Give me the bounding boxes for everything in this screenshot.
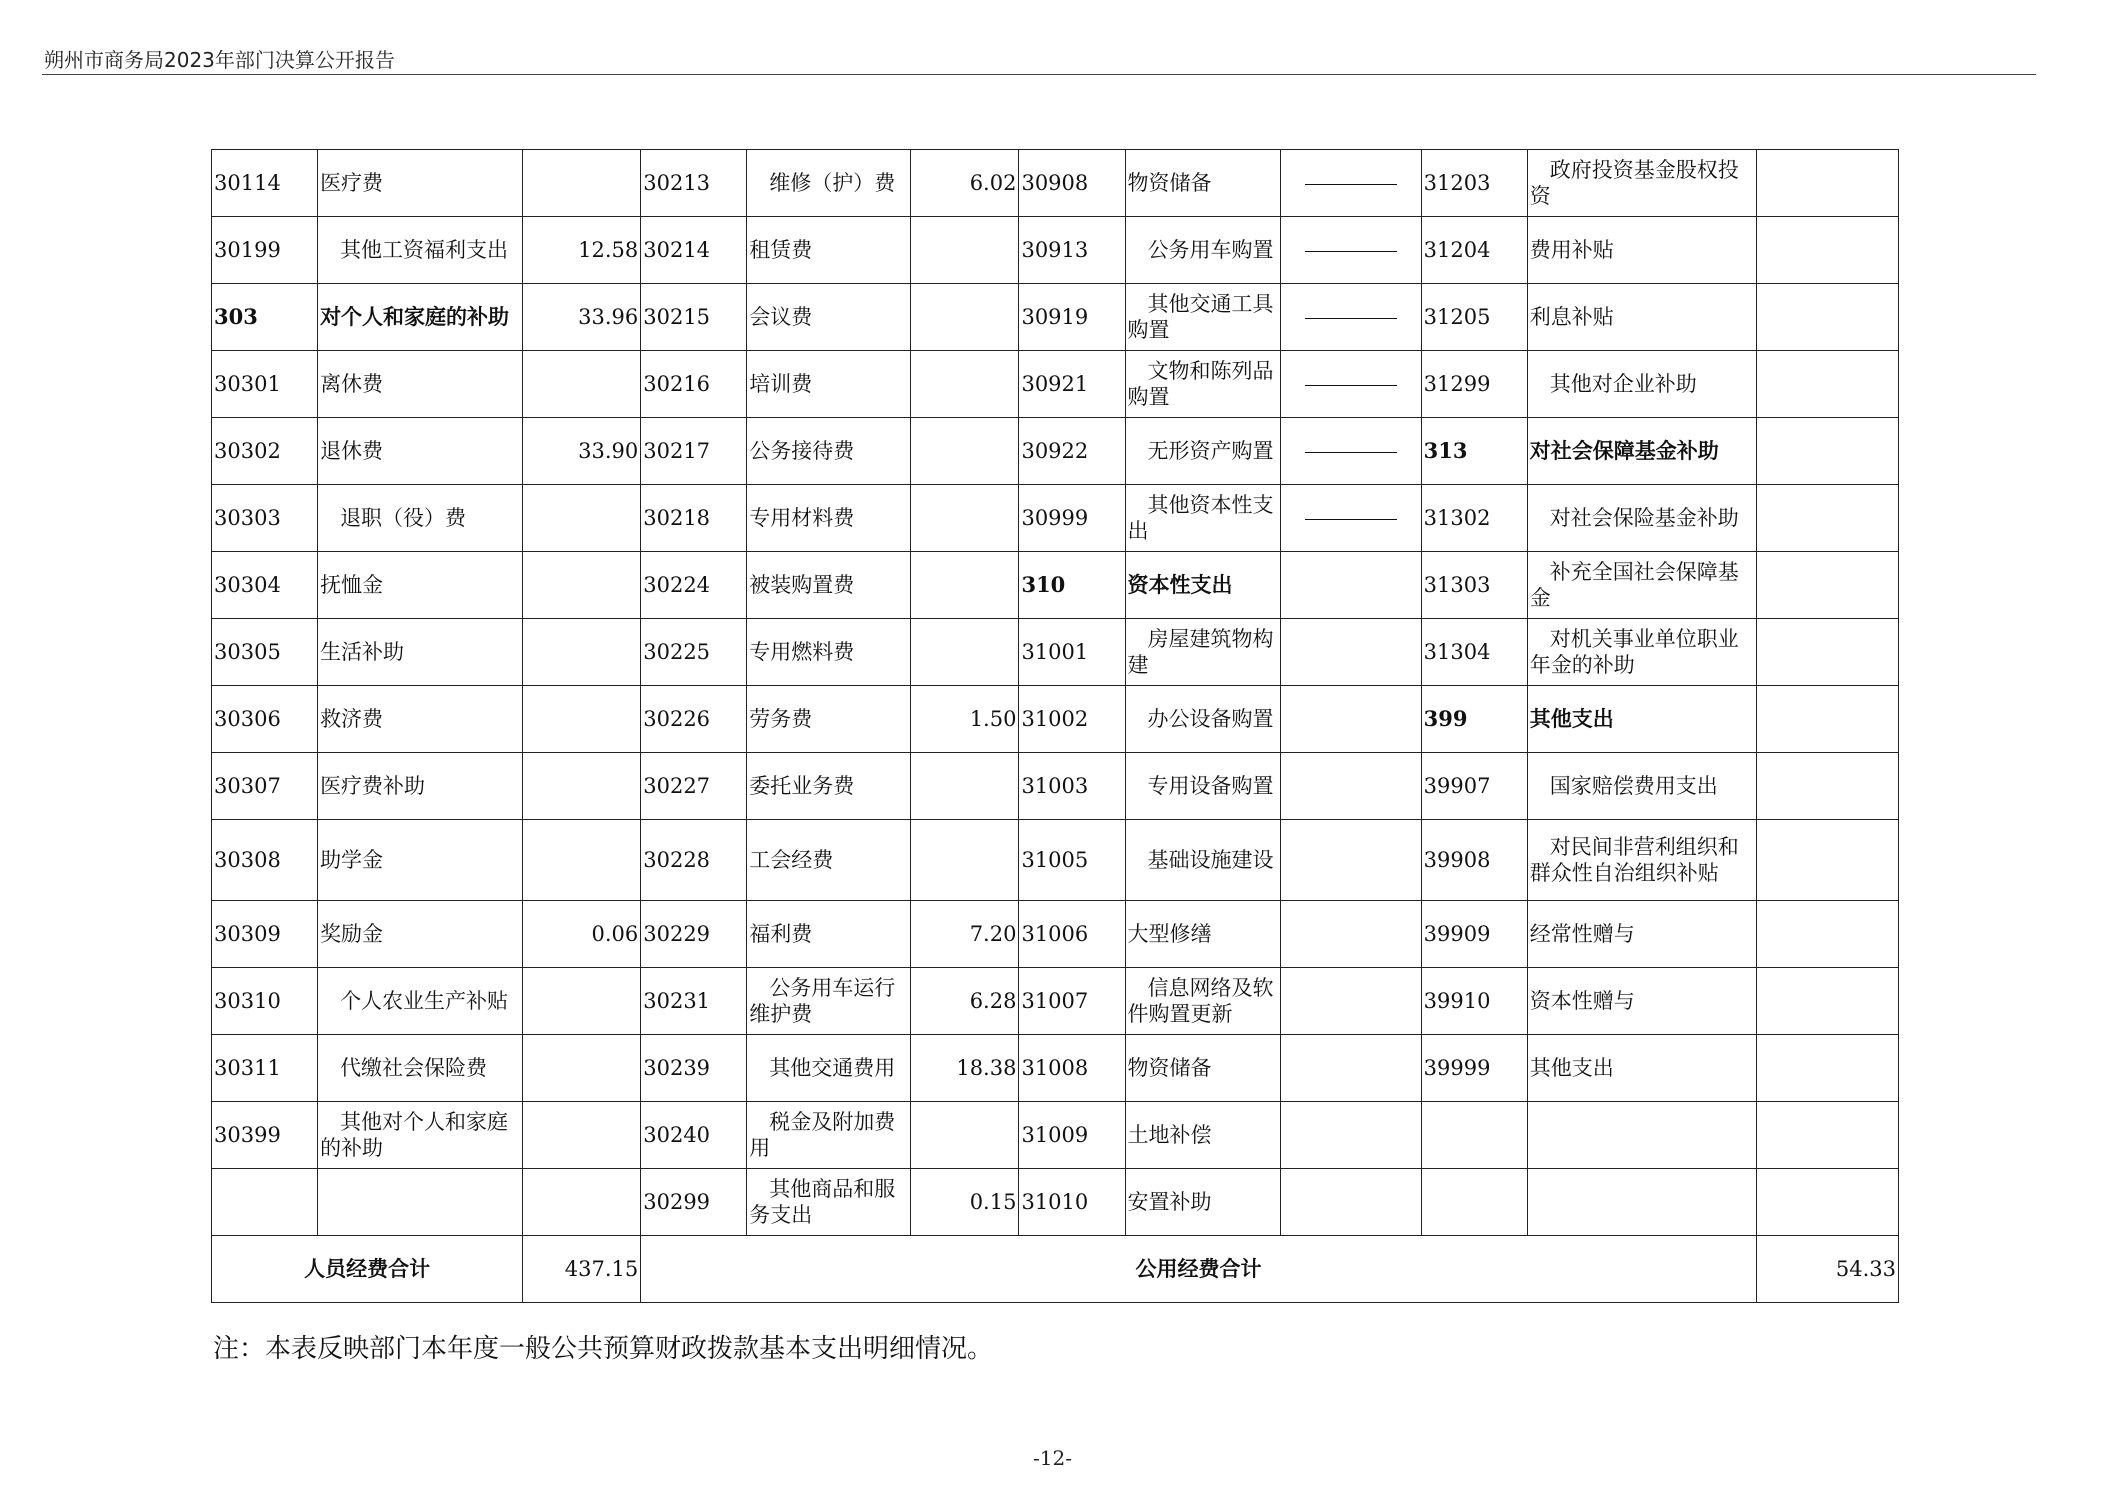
public-total-value: 54.33 xyxy=(1756,1236,1898,1303)
item-name-cell: 生活补助 xyxy=(318,619,523,686)
amount-cell xyxy=(911,619,1019,686)
amount-cell xyxy=(523,552,641,619)
amount-cell xyxy=(911,284,1019,351)
item-code-cell: 30922 xyxy=(1019,418,1125,485)
item-code-cell: 30229 xyxy=(641,901,747,968)
item-name-cell: 其他支出 xyxy=(1527,1035,1756,1102)
item-name-cell: 公务接待费 xyxy=(747,418,911,485)
amount-cell xyxy=(523,820,641,901)
item-name-cell: 资本性赠与 xyxy=(1527,968,1756,1035)
amount-cell xyxy=(523,686,641,753)
item-name-cell: 经常性赠与 xyxy=(1527,901,1756,968)
item-name-cell: 福利费 xyxy=(747,901,911,968)
table-row xyxy=(212,485,1899,552)
item-code-cell: 30919 xyxy=(1019,284,1125,351)
amount-cell xyxy=(911,753,1019,820)
budget-expenditure-table xyxy=(211,149,1899,1303)
amount-cell xyxy=(523,1169,641,1236)
item-code-cell xyxy=(212,1169,318,1236)
item-name-cell: 补充全国社会保障基金 xyxy=(1527,552,1756,619)
amount-cell xyxy=(911,552,1019,619)
item-code-cell: 30216 xyxy=(641,351,747,418)
item-code-cell: 31205 xyxy=(1421,284,1527,351)
item-code-cell: 31009 xyxy=(1019,1102,1125,1169)
item-code-cell: 30224 xyxy=(641,552,747,619)
amount-cell xyxy=(1756,901,1898,968)
item-name-cell: 信息网络及软件购置更新 xyxy=(1125,968,1280,1035)
item-code-cell: 39907 xyxy=(1421,753,1527,820)
amount-cell xyxy=(1756,753,1898,820)
item-code-cell xyxy=(1421,1102,1527,1169)
amount-cell xyxy=(1280,968,1421,1035)
item-name-cell: 其他支出 xyxy=(1527,686,1756,753)
item-name-cell: 对机关事业单位职业年金的补助 xyxy=(1527,619,1756,686)
dash-line xyxy=(1305,318,1397,319)
dash-line xyxy=(1305,251,1397,252)
page-number: -12- xyxy=(1033,1446,1072,1470)
item-name-cell: 无形资产购置 xyxy=(1125,418,1280,485)
item-name-cell: 税金及附加费用 xyxy=(747,1102,911,1169)
item-code-cell: 39999 xyxy=(1421,1035,1527,1102)
item-code-cell: 30225 xyxy=(641,619,747,686)
amount-cell xyxy=(1756,351,1898,418)
item-code-cell: 31204 xyxy=(1421,217,1527,284)
header-divider xyxy=(42,74,2036,75)
amount-cell xyxy=(1280,552,1421,619)
personnel-total-label: 人员经费合计 xyxy=(212,1236,523,1303)
item-name-cell: 办公设备购置 xyxy=(1125,686,1280,753)
item-name-cell: 费用补贴 xyxy=(1527,217,1756,284)
item-code-cell: 30228 xyxy=(641,820,747,901)
amount-cell xyxy=(1756,284,1898,351)
not-applicable-cell xyxy=(1280,485,1421,552)
item-code-cell: 30908 xyxy=(1019,150,1125,217)
amount-cell xyxy=(523,1102,641,1169)
item-code-cell: 399 xyxy=(1421,686,1527,753)
item-name-cell: 退休费 xyxy=(318,418,523,485)
item-code-cell: 30213 xyxy=(641,150,747,217)
report-header-title: 朔州市商务局2023年部门决算公开报告 xyxy=(44,48,395,72)
item-code-cell: 30240 xyxy=(641,1102,747,1169)
item-name-cell: 其他工资福利支出 xyxy=(318,217,523,284)
table-row xyxy=(212,820,1899,901)
amount-cell xyxy=(1756,552,1898,619)
item-name-cell: 对社会保障基金补助 xyxy=(1527,418,1756,485)
item-code-cell: 30921 xyxy=(1019,351,1125,418)
item-code-cell: 30913 xyxy=(1019,217,1125,284)
item-name-cell: 租赁费 xyxy=(747,217,911,284)
item-name-cell: 其他商品和服务支出 xyxy=(747,1169,911,1236)
amount-cell xyxy=(523,619,641,686)
amount-cell xyxy=(911,1102,1019,1169)
item-code-cell: 31303 xyxy=(1421,552,1527,619)
amount-cell: 7.20 xyxy=(911,901,1019,968)
item-name-cell: 安置补助 xyxy=(1125,1169,1280,1236)
item-code-cell: 30226 xyxy=(641,686,747,753)
amount-cell xyxy=(523,753,641,820)
item-name-cell: 物资储备 xyxy=(1125,150,1280,217)
item-name-cell: 其他交通工具购置 xyxy=(1125,284,1280,351)
item-code-cell: 30999 xyxy=(1019,485,1125,552)
item-name-cell: 专用设备购置 xyxy=(1125,753,1280,820)
table-row xyxy=(212,552,1899,619)
amount-cell xyxy=(523,485,641,552)
item-name-cell: 离休费 xyxy=(318,351,523,418)
amount-cell: 33.96 xyxy=(523,284,641,351)
item-code-cell: 30302 xyxy=(212,418,318,485)
amount-cell xyxy=(1756,820,1898,901)
amount-cell xyxy=(1280,1035,1421,1102)
amount-cell: 6.28 xyxy=(911,968,1019,1035)
item-code-cell: 30215 xyxy=(641,284,747,351)
item-code-cell: 31299 xyxy=(1421,351,1527,418)
not-applicable-cell xyxy=(1280,150,1421,217)
item-name-cell: 文物和陈列品购置 xyxy=(1125,351,1280,418)
item-code-cell: 30227 xyxy=(641,753,747,820)
item-code-cell: 30307 xyxy=(212,753,318,820)
item-code-cell: 313 xyxy=(1421,418,1527,485)
amount-cell xyxy=(911,485,1019,552)
item-name-cell: 个人农业生产补贴 xyxy=(318,968,523,1035)
item-code-cell xyxy=(1421,1169,1527,1236)
amount-cell xyxy=(1756,1102,1898,1169)
item-name-cell: 国家赔偿费用支出 xyxy=(1527,753,1756,820)
item-code-cell: 31006 xyxy=(1019,901,1125,968)
amount-cell xyxy=(911,217,1019,284)
amount-cell xyxy=(911,418,1019,485)
item-name-cell: 其他对企业补助 xyxy=(1527,351,1756,418)
item-name-cell: 救济费 xyxy=(318,686,523,753)
table-row xyxy=(212,968,1899,1035)
item-code-cell: 30303 xyxy=(212,485,318,552)
item-name-cell xyxy=(1527,1102,1756,1169)
amount-cell xyxy=(1280,1169,1421,1236)
totals-row xyxy=(212,1236,1899,1303)
amount-cell xyxy=(1756,1035,1898,1102)
item-name-cell: 资本性支出 xyxy=(1125,552,1280,619)
table-note: 注：本表反映部门本年度一般公共预算财政拨款基本支出明细情况。 xyxy=(213,1334,994,1364)
table-row xyxy=(212,217,1899,284)
item-code-cell: 39908 xyxy=(1421,820,1527,901)
item-name-cell: 利息补贴 xyxy=(1527,284,1756,351)
item-code-cell: 30218 xyxy=(641,485,747,552)
amount-cell: 1.50 xyxy=(911,686,1019,753)
table-row xyxy=(212,1102,1899,1169)
item-name-cell: 物资储备 xyxy=(1125,1035,1280,1102)
item-code-cell: 30304 xyxy=(212,552,318,619)
item-name-cell: 退职（役）费 xyxy=(318,485,523,552)
item-name-cell: 房屋建筑物构建 xyxy=(1125,619,1280,686)
item-name-cell: 对个人和家庭的补助 xyxy=(318,284,523,351)
item-code-cell: 30231 xyxy=(641,968,747,1035)
item-code-cell: 30308 xyxy=(212,820,318,901)
amount-cell xyxy=(1756,150,1898,217)
item-code-cell: 30311 xyxy=(212,1035,318,1102)
amount-cell xyxy=(911,820,1019,901)
dash-line xyxy=(1305,519,1397,520)
item-code-cell: 30199 xyxy=(212,217,318,284)
amount-cell xyxy=(523,351,641,418)
item-name-cell: 抚恤金 xyxy=(318,552,523,619)
item-name-cell: 医疗费 xyxy=(318,150,523,217)
amount-cell xyxy=(523,1035,641,1102)
table-row xyxy=(212,901,1899,968)
item-name-cell: 公务用车购置 xyxy=(1125,217,1280,284)
item-name-cell: 专用燃料费 xyxy=(747,619,911,686)
item-code-cell: 30217 xyxy=(641,418,747,485)
item-name-cell: 助学金 xyxy=(318,820,523,901)
table-row xyxy=(212,284,1899,351)
amount-cell: 6.02 xyxy=(911,150,1019,217)
item-name-cell: 培训费 xyxy=(747,351,911,418)
item-code-cell: 31007 xyxy=(1019,968,1125,1035)
item-code-cell: 30310 xyxy=(212,968,318,1035)
amount-cell xyxy=(1756,968,1898,1035)
item-name-cell: 基础设施建设 xyxy=(1125,820,1280,901)
amount-cell xyxy=(523,968,641,1035)
item-name-cell: 其他对个人和家庭的补助 xyxy=(318,1102,523,1169)
item-name-cell: 被装购置费 xyxy=(747,552,911,619)
item-name-cell xyxy=(1527,1169,1756,1236)
amount-cell xyxy=(911,351,1019,418)
item-name-cell: 劳务费 xyxy=(747,686,911,753)
item-code-cell: 310 xyxy=(1019,552,1125,619)
table-row xyxy=(212,418,1899,485)
item-code-cell: 30306 xyxy=(212,686,318,753)
item-name-cell: 大型修缮 xyxy=(1125,901,1280,968)
item-code-cell: 31010 xyxy=(1019,1169,1125,1236)
item-code-cell: 31005 xyxy=(1019,820,1125,901)
item-name-cell: 其他资本性支出 xyxy=(1125,485,1280,552)
item-code-cell: 303 xyxy=(212,284,318,351)
item-code-cell: 30239 xyxy=(641,1035,747,1102)
item-name-cell: 奖励金 xyxy=(318,901,523,968)
item-name-cell: 对社会保险基金补助 xyxy=(1527,485,1756,552)
amount-cell: 0.15 xyxy=(911,1169,1019,1236)
amount-cell xyxy=(1280,1102,1421,1169)
amount-cell xyxy=(1756,217,1898,284)
public-total-label: 公用经费合计 xyxy=(641,1236,1757,1303)
item-code-cell: 31001 xyxy=(1019,619,1125,686)
amount-cell: 12.58 xyxy=(523,217,641,284)
item-name-cell: 委托业务费 xyxy=(747,753,911,820)
dash-line xyxy=(1305,184,1397,185)
amount-cell xyxy=(1756,1169,1898,1236)
item-code-cell: 31203 xyxy=(1421,150,1527,217)
item-code-cell: 30305 xyxy=(212,619,318,686)
amount-cell: 0.06 xyxy=(523,901,641,968)
item-code-cell: 31003 xyxy=(1019,753,1125,820)
item-name-cell: 公务用车运行维护费 xyxy=(747,968,911,1035)
amount-cell xyxy=(1280,686,1421,753)
item-name-cell: 工会经费 xyxy=(747,820,911,901)
item-code-cell: 31002 xyxy=(1019,686,1125,753)
table-row xyxy=(212,619,1899,686)
amount-cell xyxy=(523,150,641,217)
amount-cell: 33.90 xyxy=(523,418,641,485)
item-code-cell: 31302 xyxy=(1421,485,1527,552)
amount-cell xyxy=(1280,619,1421,686)
item-code-cell: 39909 xyxy=(1421,901,1527,968)
dash-line xyxy=(1305,452,1397,453)
amount-cell xyxy=(1280,901,1421,968)
item-code-cell: 31304 xyxy=(1421,619,1527,686)
item-name-cell: 对民间非营利组织和群众性自治组织补贴 xyxy=(1527,820,1756,901)
amount-cell xyxy=(1280,753,1421,820)
item-name-cell: 专用材料费 xyxy=(747,485,911,552)
personnel-total-value: 437.15 xyxy=(523,1236,641,1303)
not-applicable-cell xyxy=(1280,217,1421,284)
table-row xyxy=(212,686,1899,753)
not-applicable-cell xyxy=(1280,418,1421,485)
table-row xyxy=(212,150,1899,217)
amount-cell xyxy=(1280,820,1421,901)
item-code-cell: 30299 xyxy=(641,1169,747,1236)
table-row xyxy=(212,351,1899,418)
amount-cell xyxy=(1756,418,1898,485)
dash-line xyxy=(1305,385,1397,386)
item-name-cell: 代缴社会保险费 xyxy=(318,1035,523,1102)
item-code-cell: 31008 xyxy=(1019,1035,1125,1102)
item-name-cell xyxy=(318,1169,523,1236)
amount-cell: 18.38 xyxy=(911,1035,1019,1102)
table-row xyxy=(212,1169,1899,1236)
item-name-cell: 其他交通费用 xyxy=(747,1035,911,1102)
item-name-cell: 土地补偿 xyxy=(1125,1102,1280,1169)
item-name-cell: 会议费 xyxy=(747,284,911,351)
not-applicable-cell xyxy=(1280,351,1421,418)
item-name-cell: 医疗费补助 xyxy=(318,753,523,820)
item-name-cell: 政府投资基金股权投资 xyxy=(1527,150,1756,217)
item-code-cell: 30214 xyxy=(641,217,747,284)
table-row xyxy=(212,1035,1899,1102)
amount-cell xyxy=(1756,485,1898,552)
table-row xyxy=(212,753,1899,820)
item-code-cell: 30114 xyxy=(212,150,318,217)
table-body xyxy=(212,150,1899,1236)
not-applicable-cell xyxy=(1280,284,1421,351)
item-code-cell: 30309 xyxy=(212,901,318,968)
item-code-cell: 30399 xyxy=(212,1102,318,1169)
item-code-cell: 30301 xyxy=(212,351,318,418)
item-code-cell: 39910 xyxy=(1421,968,1527,1035)
item-name-cell: 维修（护）费 xyxy=(747,150,911,217)
amount-cell xyxy=(1756,619,1898,686)
amount-cell xyxy=(1756,686,1898,753)
